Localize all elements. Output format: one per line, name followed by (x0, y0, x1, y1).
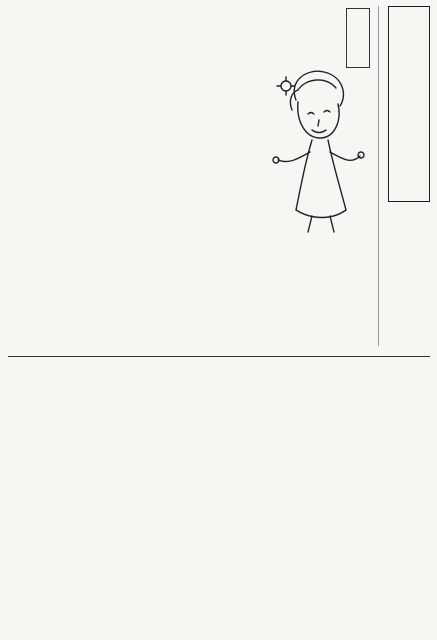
text-column (279, 362, 290, 634)
text-column (128, 362, 139, 634)
text-column (140, 362, 151, 634)
text-column (209, 362, 220, 634)
text-column (46, 8, 57, 340)
issue-number (397, 212, 415, 332)
text-column (188, 8, 199, 340)
text-column (105, 362, 116, 634)
text-column (186, 362, 197, 634)
intro-heading (346, 8, 370, 68)
text-column (150, 8, 161, 340)
text-column (93, 8, 104, 340)
text-column (256, 362, 267, 634)
text-column (198, 362, 209, 634)
text-column (131, 8, 142, 340)
text-column (74, 8, 85, 340)
text-column (58, 362, 69, 634)
text-column (418, 362, 429, 634)
text-column (35, 362, 46, 634)
text-column (217, 8, 228, 340)
section-subtitle (240, 98, 254, 188)
text-column (244, 362, 255, 634)
text-column (360, 362, 371, 634)
text-column (302, 362, 313, 634)
text-column (47, 362, 58, 634)
text-column (36, 8, 47, 340)
text-column (160, 8, 171, 340)
text-column (93, 362, 104, 634)
text-column (116, 362, 127, 634)
text-column (372, 362, 383, 634)
text-column (179, 8, 190, 340)
section-title (240, 6, 256, 96)
text-column (221, 362, 232, 634)
text-column (267, 362, 278, 634)
text-column (70, 362, 81, 634)
text-column (383, 362, 394, 634)
text-column (395, 362, 406, 634)
text-column (55, 8, 66, 340)
text-column (226, 8, 237, 340)
text-column (27, 8, 38, 340)
text-column (65, 8, 76, 340)
text-column (198, 8, 209, 340)
text-column (103, 8, 114, 340)
text-column (337, 362, 348, 634)
text-column (348, 362, 359, 634)
text-column (207, 8, 218, 340)
text-column (17, 8, 28, 340)
section-author (240, 224, 256, 298)
text-column (141, 8, 152, 340)
text-column (112, 8, 123, 340)
text-column (325, 362, 336, 634)
text-column (122, 8, 133, 340)
vertical-divider (378, 6, 379, 346)
text-column (151, 362, 162, 634)
text-column (406, 362, 417, 634)
text-column (232, 362, 243, 634)
text-column (174, 362, 185, 634)
cartoon-figure-illustration (266, 60, 366, 240)
horizontal-divider (8, 356, 430, 357)
text-column (24, 362, 35, 634)
text-column (169, 8, 180, 340)
text-column (82, 362, 93, 634)
text-column (163, 362, 174, 634)
text-column (84, 8, 95, 340)
text-column (314, 362, 325, 634)
text-column (290, 362, 301, 634)
masthead-box (388, 6, 430, 202)
